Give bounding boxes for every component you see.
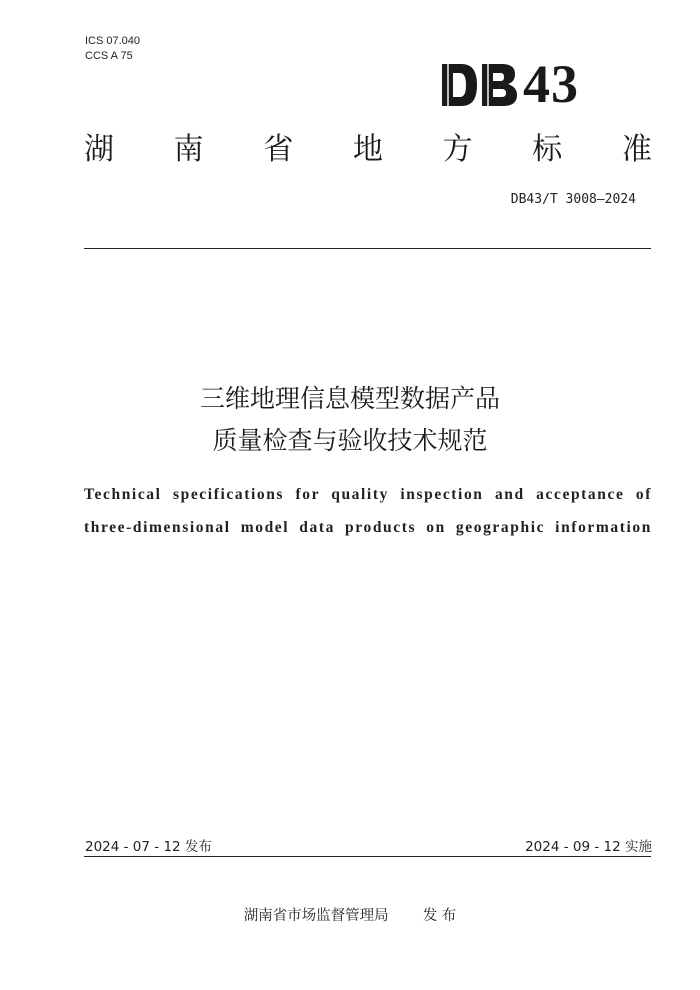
ccs-code: CCS A 75 xyxy=(85,50,133,62)
ics-code: ICS 07.040 xyxy=(85,35,141,47)
province-char: 地 xyxy=(352,132,383,167)
province-char: 南 xyxy=(173,132,204,167)
province-standard-heading xyxy=(84,130,652,170)
province-char: 湖 xyxy=(84,132,114,167)
release-date: 2024 - 07 - 12 发布 xyxy=(85,839,212,855)
db-logo-icon xyxy=(440,62,518,108)
classification-block xyxy=(85,34,140,64)
province-char: 准 xyxy=(621,132,652,167)
standard-number: DB43/T 3008—2024 xyxy=(510,192,636,207)
top-divider xyxy=(84,248,651,249)
logo-number: 43 xyxy=(523,54,579,114)
title-en-line1: Technical specifications for quality inspection and acceptance of xyxy=(84,486,652,503)
title-cn-line2: 质量检查与验收技术规范 xyxy=(212,426,488,455)
title-cn-line1: 三维地理信息模型数据产品 xyxy=(199,384,500,413)
bottom-divider xyxy=(84,856,651,857)
issuer-action: 发 布 xyxy=(422,908,457,924)
province-char: 方 xyxy=(442,132,473,167)
province-char: 标 xyxy=(532,132,563,167)
title-en-line2: three-dimensional model data products on geographic information xyxy=(84,519,652,536)
issuer-org: 湖南省市场监督管理局 xyxy=(243,908,389,924)
issuer-line xyxy=(0,904,700,925)
province-char: 省 xyxy=(263,132,294,167)
implement-date: 2024 - 09 - 12 实施 xyxy=(525,839,652,855)
